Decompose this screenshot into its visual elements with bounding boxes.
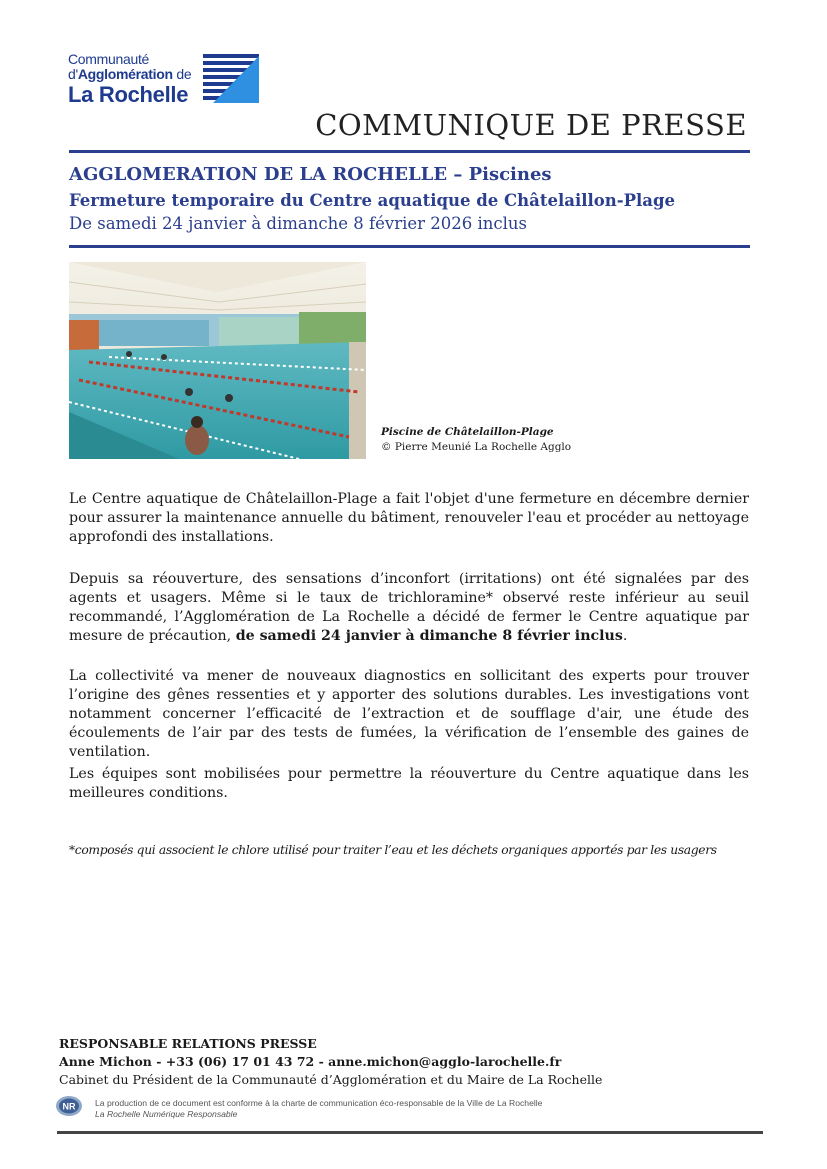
contact-office: Cabinet du Président de la Communauté d’Agglomération et du Maire de La Rochelle bbox=[59, 1072, 603, 1087]
headline: AGGLOMERATION DE LA ROCHELLE – Piscines bbox=[69, 164, 552, 185]
press-contact bbox=[59, 1035, 602, 1089]
footnote: *composés qui associent le chlore utilisé pour traiter l’eau et les déchets organiques apportés par les usagers bbox=[69, 843, 717, 857]
eco-responsible-notice bbox=[95, 1098, 542, 1120]
logo-line2-bold: Agglomération bbox=[77, 66, 173, 82]
paragraph-2-end: . bbox=[622, 628, 628, 644]
paragraph-3: La collectivité va mener de nouveaux diagnostics en sollicitant des experts pour trouver l’origine des gênes ressenties et y apporter des solutions durables. Les investigations vont notamment concerner l’efficacité de l’extraction et de soufflage d'air, une étude des écoulements de l’air par des tests de fumées, la vérification de l’ensemble des gaines de ventilation. bbox=[69, 668, 749, 760]
eco-line-1: La production de ce document est conforme à la charte de communication éco-responsable de la Ville de La Rochelle bbox=[95, 1098, 543, 1108]
date-line: De samedi 24 janvier à dimanche 8 février 2026 inclus bbox=[69, 214, 528, 233]
logo-line2 bbox=[68, 67, 208, 82]
logo-line1: Communauté bbox=[68, 51, 150, 67]
nr-badge-text: NR bbox=[62, 1101, 76, 1112]
photo-caption-title: Piscine de Châtelaillon-Plage bbox=[381, 426, 554, 438]
subheadline: Fermeture temporaire du Centre aquatique de Châtelaillon-Plage bbox=[69, 191, 675, 210]
footer-rule bbox=[57, 1131, 763, 1134]
paragraph-2 bbox=[69, 570, 749, 646]
contact-person: Anne Michon - +33 (06) 17 01 43 72 - anne.michon@agglo-larochelle.fr bbox=[59, 1054, 562, 1069]
nr-badge-icon bbox=[55, 1095, 83, 1117]
paragraph-4: Les équipes sont mobilisées pour permettre la réouverture du Centre aquatique dans les meilleures conditions. bbox=[69, 766, 749, 801]
agglo-logo-text bbox=[68, 52, 208, 107]
paragraph-2-text: Depuis sa réouverture, des sensations d’inconfort (irritations) ont été signalées par des agents et usagers. Même si le taux de trichloramine* observé reste inférieur au seuil recommandé, l’Agglomération de La Rochelle a décidé de fermer le Centre aquatique par mesure de précaution, bbox=[69, 571, 749, 644]
pool-photo bbox=[69, 262, 366, 459]
paragraph-1: Le Centre aquatique de Châtelaillon-Plage a fait l'objet d'une fermeture en décembre dernier pour assurer la maintenance annuelle du bâtiment, renouveler l'eau et procéder au nettoyage approfondi des installations. bbox=[69, 491, 749, 545]
paragraph-2-bold: de samedi 24 janvier à dimanche 8 février inclus bbox=[235, 628, 623, 644]
logo-line2-prefix: d' bbox=[68, 66, 78, 82]
agglo-logo-mark-icon bbox=[203, 52, 259, 103]
eco-line-2: La Rochelle Numérique Responsable bbox=[95, 1109, 238, 1119]
header-rule-bottom bbox=[69, 245, 750, 248]
logo-line3: La Rochelle bbox=[68, 82, 189, 107]
logo-line2-suffix: de bbox=[172, 66, 192, 82]
press-release-title: COMMUNIQUE DE PRESSE bbox=[315, 108, 747, 142]
contact-title: RESPONSABLE RELATIONS PRESSE bbox=[59, 1036, 317, 1051]
photo-caption-credit: © Pierre Meunié La Rochelle Agglo bbox=[381, 441, 572, 453]
header-rule-top bbox=[69, 150, 750, 153]
